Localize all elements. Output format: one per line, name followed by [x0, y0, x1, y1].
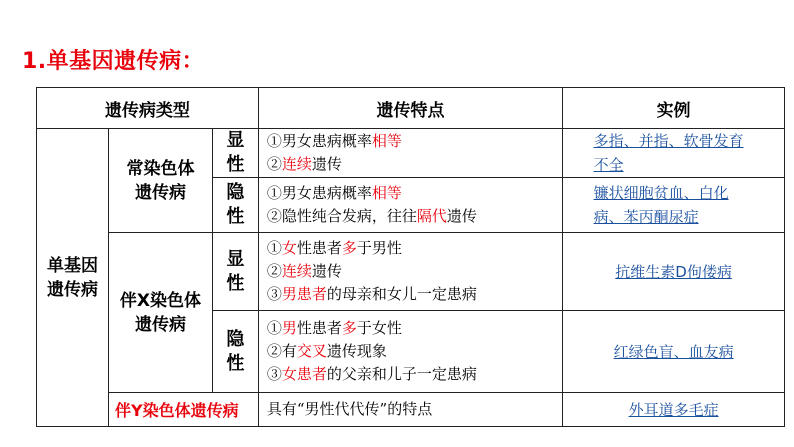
feature-text: 于男性: [356, 239, 402, 257]
feature-text: ②有: [266, 342, 297, 360]
feature-text: 性患者: [296, 239, 342, 257]
feature-highlight: 连续: [281, 155, 312, 173]
y-linked-feature: 具有“男性代代传”的特点: [258, 393, 562, 427]
example-link[interactable]: 红绿色盲、血友病: [613, 342, 734, 361]
feature-text: ①: [266, 319, 282, 337]
table-row: [37, 233, 785, 311]
feature-text: ①: [266, 239, 282, 257]
autosomal-dominant-example-cell: [563, 129, 785, 178]
feature-text: 遗传: [311, 155, 342, 173]
autosomal-label: 常染色体遗传病: [126, 158, 195, 203]
feature-highlight: 多: [341, 239, 357, 257]
autosomal-recessive-example-cell: [563, 178, 785, 233]
feature-text: ②: [266, 155, 282, 173]
feature-text: 遗传: [446, 207, 477, 225]
feature-highlight: 多: [341, 319, 357, 337]
example-link[interactable]: 镰状细胞贫血、白化病、苯丙酮尿症: [593, 184, 729, 226]
autosomal-dominant-cell: [212, 129, 258, 178]
feature-highlight: 连续: [281, 262, 312, 280]
autosomal-cell: [108, 129, 212, 233]
main-category-cell: [37, 129, 109, 427]
header-features: 遗传特点: [258, 88, 562, 129]
x-recessive-example-cell: [563, 311, 785, 393]
feature-text: ①男女患病概率: [266, 132, 372, 150]
feature-highlight: 相等: [371, 184, 402, 202]
feature-highlight: 隔代: [416, 207, 447, 225]
x-dominant-cell: [212, 233, 258, 311]
feature-text: 遗传: [311, 262, 342, 280]
table-row: [37, 129, 785, 178]
example-link[interactable]: 多指、并指、软骨发育不全: [593, 132, 744, 174]
autosomal-recessive-cell: [212, 178, 258, 233]
autosomal-dominant-label: 显性: [226, 130, 245, 175]
feature-text: 的父亲和儿子一定患病: [326, 365, 477, 383]
x-recessive-label: 隐性: [226, 328, 245, 374]
feature-text: ②隐性纯合发病，往往: [266, 207, 417, 225]
feature-text: ③: [266, 365, 282, 383]
x-dominant-label: 显性: [226, 248, 245, 294]
autosomal-dominant-features: [258, 129, 562, 178]
x-recessive-features: [258, 311, 562, 393]
x-dominant-example-cell: [563, 233, 785, 311]
y-linked-example-cell: [563, 393, 785, 427]
x-dominant-features: [258, 233, 562, 311]
genetic-disease-table: [36, 87, 785, 427]
x-linked-cell: [108, 233, 212, 393]
feature-highlight: 女患者: [281, 365, 327, 383]
x-linked-label: 伴X染色体遗传病: [119, 290, 201, 335]
header-examples: 实例: [563, 88, 785, 129]
feature-text: ②: [266, 262, 282, 280]
y-linked-label: 伴Y染色体遗传病: [108, 393, 258, 427]
feature-highlight: 男患者: [281, 285, 327, 303]
feature-text: ③: [266, 285, 282, 303]
feature-text: 的母亲和女儿一定患病: [326, 285, 477, 303]
feature-highlight: 女: [281, 239, 297, 257]
autosomal-recessive-features: [258, 178, 562, 233]
header-type: 遗传病类型: [37, 88, 259, 129]
x-recessive-cell: [212, 311, 258, 393]
feature-highlight: 交叉: [296, 342, 327, 360]
example-link[interactable]: 外耳道多毛症: [628, 400, 719, 419]
example-link[interactable]: 抗维生素D佝偻病: [615, 262, 732, 281]
feature-text: 遗传现象: [326, 342, 387, 360]
main-category: 单基因遗传病: [46, 255, 98, 300]
feature-highlight: 相等: [371, 132, 402, 150]
feature-text: 性患者: [296, 319, 342, 337]
autosomal-recessive-label: 隐性: [226, 182, 245, 227]
header-row: [37, 88, 785, 129]
page-title: 1.单基因遗传病：: [22, 49, 205, 74]
feature-text: ①男女患病概率: [266, 184, 372, 202]
feature-highlight: 男: [281, 319, 297, 337]
feature-text: 于女性: [356, 319, 402, 337]
table-row: [37, 393, 785, 427]
